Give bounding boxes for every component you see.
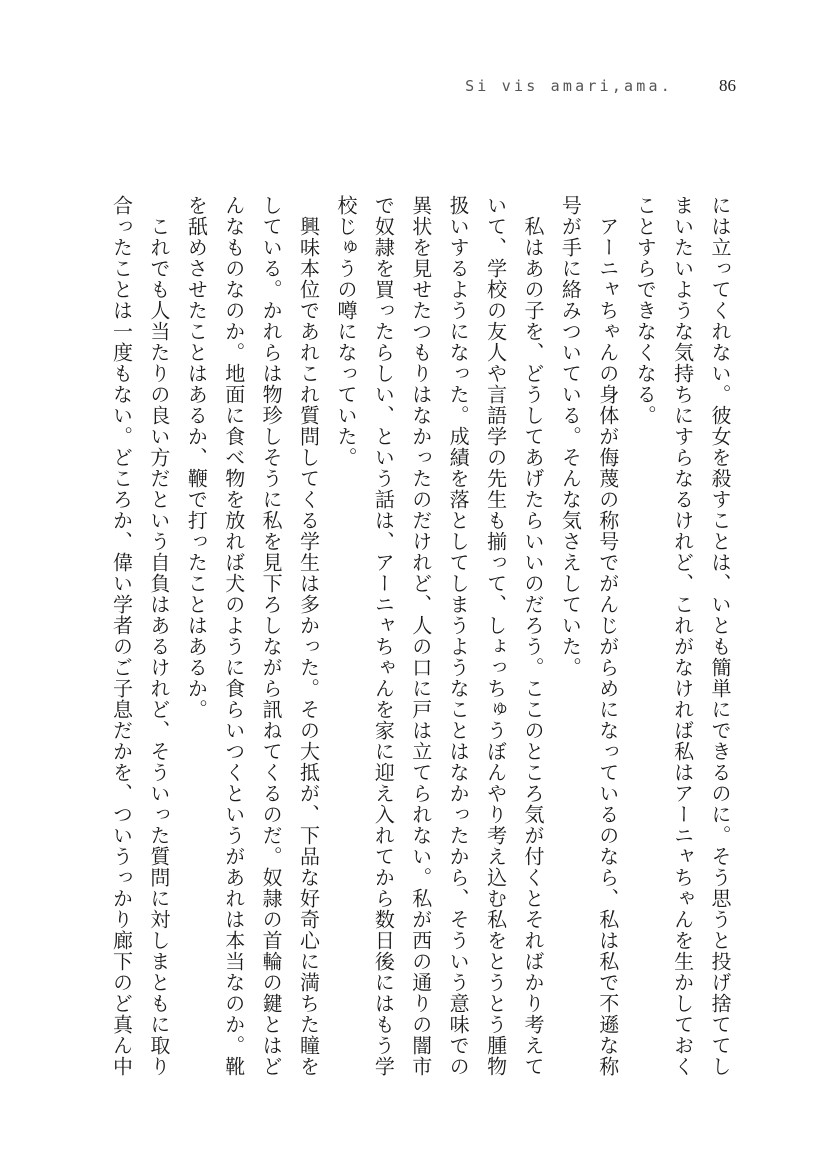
text-line: を舐めさせたことはあるか、鞭で打ったことはあるか。 [184, 195, 209, 720]
text-line: 私はあの子を、どうしてあげたらいいのだろう。ここのところ気が付くとそればかり考えて [520, 195, 545, 1077]
text-line: している。かれらは物珍しそうに私を見下ろしながら訊ねてくるのだ。奴隷の首輪の鍵とはど [259, 195, 284, 1077]
text-line: ことすらできなくなる。 [633, 195, 658, 426]
text-line: アーニャちゃんの身体が侮蔑の称号でがんじがらめになっているのなら、私は私で不遜な称 [595, 195, 620, 1077]
text-line: これでも人当たりの良い方だという自負はあるけれど、そういった質問に対しまともに取り [146, 195, 171, 1077]
page-number: 86 [719, 76, 736, 95]
text-line: 号が手に絡みついている。そんな気さえしていた。 [558, 195, 583, 678]
text-line: んなものなのか。地面に食べ物を放れば犬のように食らいつくというがあれは本当なのか。靴 [221, 195, 246, 1077]
page-header [465, 76, 736, 96]
text-line: 興味本位であれこれ質問してくる学生は多かった。その大抵が、下品な好奇心に満ちた瞳を [296, 195, 321, 1077]
text-line: で奴隷を買ったらしい、という話は、アーニャちゃんを家に迎え入れてから数日後にはもう学 [371, 195, 396, 1077]
running-title: Si vis amari,ama. [465, 77, 673, 95]
text-line: まいたいような気持ちにすらなるけれど、これがなければ私はアーニャちゃんを生かしておく [670, 195, 695, 1077]
vertical-body-text [102, 195, 738, 1080]
text-line: 異状を見せたつもりはなかったのだけれど、人の口に戸は立てられない。私が西の通りの闇市 [408, 195, 433, 1077]
text-line: 合ったことは一度もない。どころか、偉い学者のご子息だかを、ついうっかり廊下のど真ん中 [109, 195, 134, 1077]
text-line: 校じゅうの噂になっていた。 [333, 195, 358, 468]
text-line: には立ってくれない。彼女を殺すことは、いとも簡単にできるのに。そう思うと投げ捨ててし [708, 195, 732, 1077]
text-line: 扱いするようになった。成績を落としてしまうようなことはなかったから、そういう意味での [446, 195, 471, 1077]
text-line: いて、学校の友人や言語学の先生も揃って、しょっちゅうぼんやり考え込む私をとうとう腫物 [483, 195, 508, 1077]
